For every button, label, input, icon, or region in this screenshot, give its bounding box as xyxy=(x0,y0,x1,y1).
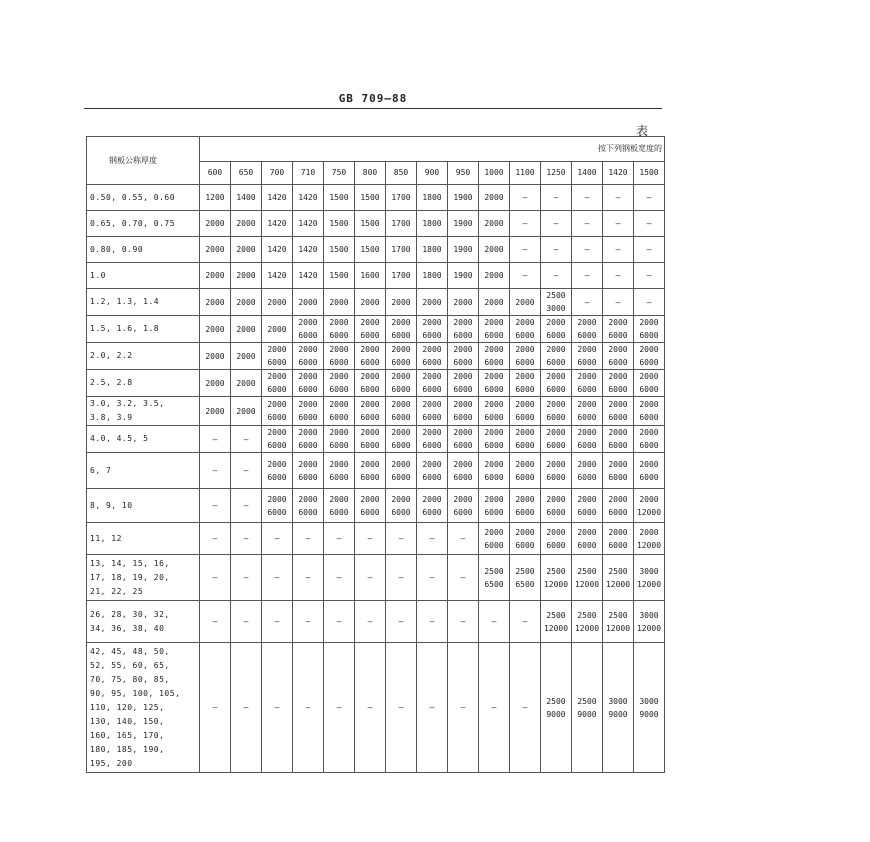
length-value-cell: 2500 12000 xyxy=(603,601,634,643)
length-value-cell: 2000 6000 xyxy=(510,453,541,489)
length-value-cell: 2000 6000 xyxy=(417,343,448,370)
length-value-cell: 2000 6000 xyxy=(386,489,417,523)
thickness-cell: 42, 45, 48, 50, 52, 55, 60, 65, 70, 75, 80, 85, 90, 95, 100, 105, 110, 120, 125, 130, 140, 150, 160, 165, 170, 180, 185, 190, 195, 200 xyxy=(87,643,200,773)
length-value-cell: 2000 6000 xyxy=(603,343,634,370)
thickness-cell: 1.0 xyxy=(87,263,200,289)
length-value-cell: 2000 6000 xyxy=(293,397,324,426)
length-value-cell: 2000 6000 xyxy=(355,489,386,523)
length-value-cell: — xyxy=(479,601,510,643)
length-value-cell: 1700 xyxy=(386,237,417,263)
length-value-cell: — xyxy=(200,426,231,453)
length-value-cell: 2000 6000 xyxy=(448,316,479,343)
width-header-cell: 900 xyxy=(417,162,448,185)
length-value-cell: 1420 xyxy=(262,263,293,289)
table-row xyxy=(87,601,665,643)
length-value-cell: 2000 6000 xyxy=(324,453,355,489)
length-value-cell: 2000 12000 xyxy=(634,523,665,555)
length-value-cell: — xyxy=(262,555,293,601)
length-value-cell: — xyxy=(510,601,541,643)
length-value-cell: 3000 9000 xyxy=(603,643,634,773)
length-value-cell: 2000 xyxy=(324,289,355,316)
length-value-cell: 1500 xyxy=(355,211,386,237)
length-value-cell: 2000 xyxy=(200,316,231,343)
length-value-cell: — xyxy=(448,555,479,601)
table-row xyxy=(87,185,665,211)
length-value-cell: 2000 xyxy=(231,263,262,289)
length-value-cell: — xyxy=(231,523,262,555)
length-value-cell: — xyxy=(324,643,355,773)
length-value-cell: 2000 6000 xyxy=(324,316,355,343)
table-row xyxy=(87,316,665,343)
table-row xyxy=(87,523,665,555)
length-value-cell: 2000 xyxy=(262,289,293,316)
length-value-cell: — xyxy=(386,643,417,773)
length-value-cell: 2000 6000 xyxy=(355,397,386,426)
length-value-cell: 2000 xyxy=(200,370,231,397)
length-value-cell: — xyxy=(448,601,479,643)
length-value-cell: 2000 6000 xyxy=(324,426,355,453)
table-label: 表 xyxy=(635,124,648,138)
thickness-cell: 2.5, 2.8 xyxy=(87,370,200,397)
width-header-cell: 950 xyxy=(448,162,479,185)
length-value-cell: 2500 3000 xyxy=(541,289,572,316)
length-value-cell: 2000 6000 xyxy=(293,489,324,523)
length-value-cell: 2000 6000 xyxy=(541,316,572,343)
width-header-cell: 710 xyxy=(293,162,324,185)
length-value-cell: 2000 xyxy=(231,211,262,237)
table-row xyxy=(87,370,665,397)
length-value-cell: 1500 xyxy=(324,211,355,237)
length-value-cell: 2000 xyxy=(231,370,262,397)
length-value-cell: 2000 6000 xyxy=(479,397,510,426)
length-value-cell: 2000 6000 xyxy=(355,370,386,397)
length-value-cell: — xyxy=(231,555,262,601)
length-value-cell: 2000 xyxy=(510,289,541,316)
thickness-cell: 0.80, 0.90 xyxy=(87,237,200,263)
length-value-cell: — xyxy=(293,555,324,601)
length-value-cell: — xyxy=(634,211,665,237)
width-header-cell: 700 xyxy=(262,162,293,185)
length-value-cell: 2000 6000 xyxy=(510,489,541,523)
length-value-cell: 1500 xyxy=(324,185,355,211)
length-value-cell: 2000 6000 xyxy=(572,316,603,343)
thickness-cell: 0.65, 0.70, 0.75 xyxy=(87,211,200,237)
length-value-cell: 2000 6000 xyxy=(324,397,355,426)
length-value-cell: 2000 6000 xyxy=(634,453,665,489)
length-value-cell: 2000 xyxy=(200,289,231,316)
length-value-cell: 2000 xyxy=(386,289,417,316)
length-value-cell: 2000 6000 xyxy=(262,453,293,489)
length-value-cell: 2000 6000 xyxy=(448,489,479,523)
table-row xyxy=(87,343,665,370)
length-value-cell: — xyxy=(200,453,231,489)
length-value-cell: 2000 6000 xyxy=(603,426,634,453)
length-value-cell: 2000 6000 xyxy=(355,343,386,370)
length-value-cell: 2500 9000 xyxy=(541,643,572,773)
length-value-cell: — xyxy=(603,211,634,237)
length-value-cell: — xyxy=(634,289,665,316)
length-value-cell: 2500 9000 xyxy=(572,643,603,773)
length-value-cell: 2000 xyxy=(417,289,448,316)
width-header-cell: 650 xyxy=(231,162,262,185)
length-value-cell: 2500 12000 xyxy=(603,555,634,601)
table-row xyxy=(87,555,665,601)
length-value-cell: 2000 6000 xyxy=(448,370,479,397)
length-value-cell: 2000 6000 xyxy=(386,426,417,453)
length-value-cell: 2000 6000 xyxy=(541,489,572,523)
length-value-cell: 3000 12000 xyxy=(634,555,665,601)
length-value-cell: 2000 12000 xyxy=(634,489,665,523)
length-value-cell: 2000 6000 xyxy=(510,426,541,453)
width-header-cell: 750 xyxy=(324,162,355,185)
length-value-cell: 1800 xyxy=(417,263,448,289)
thickness-cell: 11, 12 xyxy=(87,523,200,555)
length-value-cell: 1800 xyxy=(417,211,448,237)
length-value-cell: 1200 xyxy=(200,185,231,211)
length-value-cell: 2000 6000 xyxy=(355,453,386,489)
length-value-cell: 2000 xyxy=(231,289,262,316)
length-value-cell: 2000 6000 xyxy=(510,397,541,426)
thickness-cell: 8, 9, 10 xyxy=(87,489,200,523)
length-value-cell: 2000 6000 xyxy=(448,426,479,453)
length-value-cell: — xyxy=(603,289,634,316)
length-value-cell: 1400 xyxy=(231,185,262,211)
length-value-cell: — xyxy=(572,185,603,211)
length-value-cell: 1900 xyxy=(448,185,479,211)
length-value-cell: 2000 6000 xyxy=(479,489,510,523)
length-value-cell: 2000 xyxy=(479,263,510,289)
length-value-cell: — xyxy=(355,523,386,555)
length-value-cell: 2000 6000 xyxy=(417,426,448,453)
length-value-cell: 2000 xyxy=(293,289,324,316)
table-row xyxy=(87,489,665,523)
width-header-cell: 1420 xyxy=(603,162,634,185)
length-value-cell: 2000 6000 xyxy=(541,370,572,397)
length-value-cell: 2000 xyxy=(479,185,510,211)
length-value-cell: 2000 6000 xyxy=(386,453,417,489)
length-value-cell: 1900 xyxy=(448,263,479,289)
length-value-cell: — xyxy=(231,453,262,489)
length-value-cell: 1420 xyxy=(262,237,293,263)
length-value-cell: 2000 6000 xyxy=(634,426,665,453)
length-value-cell: 2000 6000 xyxy=(324,343,355,370)
width-header-cell: 600 xyxy=(200,162,231,185)
length-value-cell: 2000 6000 xyxy=(634,370,665,397)
length-value-cell: 2000 6000 xyxy=(386,316,417,343)
length-value-cell: — xyxy=(572,289,603,316)
length-value-cell: — xyxy=(200,523,231,555)
length-value-cell: 2000 6000 xyxy=(572,397,603,426)
length-value-cell: — xyxy=(448,523,479,555)
length-value-cell: 2000 6000 xyxy=(479,453,510,489)
width-header-cell: 1000 xyxy=(479,162,510,185)
thickness-cell: 0.50, 0.55, 0.60 xyxy=(87,185,200,211)
length-value-cell: 2000 6000 xyxy=(293,426,324,453)
length-value-cell: 2500 12000 xyxy=(541,601,572,643)
length-value-cell: — xyxy=(634,185,665,211)
length-value-cell: — xyxy=(572,211,603,237)
length-value-cell: — xyxy=(541,237,572,263)
length-value-cell: 2000 xyxy=(479,237,510,263)
width-header-cell: 800 xyxy=(355,162,386,185)
length-value-cell: — xyxy=(200,601,231,643)
length-value-cell: 2000 6000 xyxy=(479,343,510,370)
length-value-cell: — xyxy=(293,601,324,643)
length-value-cell: 2000 6000 xyxy=(448,397,479,426)
length-value-cell: 2000 xyxy=(200,237,231,263)
length-value-cell: 2000 xyxy=(479,211,510,237)
width-header-cell: 1500 xyxy=(634,162,665,185)
length-value-cell: 2000 6000 xyxy=(603,453,634,489)
length-value-cell: — xyxy=(200,555,231,601)
length-value-cell: 2000 6000 xyxy=(603,397,634,426)
length-value-cell: 2000 6000 xyxy=(541,397,572,426)
length-value-cell: — xyxy=(231,643,262,773)
width-header-cell: 1400 xyxy=(572,162,603,185)
length-value-cell: 2000 6000 xyxy=(293,343,324,370)
length-value-cell: 2000 6000 xyxy=(448,453,479,489)
length-value-cell: — xyxy=(262,643,293,773)
length-value-cell: 2000 6000 xyxy=(634,397,665,426)
length-value-cell: — xyxy=(200,643,231,773)
length-value-cell: — xyxy=(510,643,541,773)
table-row xyxy=(87,263,665,289)
length-value-cell: — xyxy=(231,601,262,643)
thickness-cell: 3.0, 3.2, 3.5, 3.8, 3.9 xyxy=(87,397,200,426)
length-value-cell: 2000 6000 xyxy=(479,370,510,397)
length-value-cell: 2000 xyxy=(448,289,479,316)
length-value-cell: 1420 xyxy=(262,211,293,237)
length-value-cell: — xyxy=(293,643,324,773)
length-value-cell: — xyxy=(541,211,572,237)
length-value-cell: 2000 6000 xyxy=(293,453,324,489)
length-value-cell: 2000 6000 xyxy=(510,343,541,370)
length-value-cell: — xyxy=(634,263,665,289)
length-value-cell: 2000 xyxy=(200,343,231,370)
length-value-cell: 2000 6000 xyxy=(541,453,572,489)
length-value-cell: 2000 6000 xyxy=(417,489,448,523)
table-row xyxy=(87,211,665,237)
length-value-cell: 1800 xyxy=(417,237,448,263)
length-value-cell: — xyxy=(355,555,386,601)
length-value-cell: 2000 6000 xyxy=(572,370,603,397)
length-value-cell: — xyxy=(324,601,355,643)
length-value-cell: 2000 6000 xyxy=(262,370,293,397)
length-value-cell: — xyxy=(510,185,541,211)
length-value-cell: — xyxy=(386,555,417,601)
length-value-cell: 2000 6000 xyxy=(572,523,603,555)
length-value-cell: 2000 6000 xyxy=(386,397,417,426)
width-header-cell: 1100 xyxy=(510,162,541,185)
length-value-cell: — xyxy=(355,643,386,773)
length-value-cell: 2000 6000 xyxy=(510,523,541,555)
width-header-cell: 850 xyxy=(386,162,417,185)
length-value-cell: 2000 xyxy=(231,237,262,263)
length-value-cell: 1700 xyxy=(386,263,417,289)
length-value-cell: 2000 6000 xyxy=(510,370,541,397)
length-value-cell: 2000 6000 xyxy=(355,316,386,343)
length-value-cell: 2000 xyxy=(200,211,231,237)
length-value-cell: 2000 6000 xyxy=(262,343,293,370)
length-value-cell: — xyxy=(324,523,355,555)
steel-plate-size-table xyxy=(86,136,665,773)
length-value-cell: — xyxy=(386,601,417,643)
length-value-cell: 2500 6500 xyxy=(479,555,510,601)
table-header-row-1 xyxy=(87,137,665,162)
length-value-cell: — xyxy=(448,643,479,773)
length-value-cell: 2000 6000 xyxy=(386,343,417,370)
length-value-cell: 2000 6000 xyxy=(262,426,293,453)
thickness-cell: 13, 14, 15, 16, 17, 18, 19, 20, 21, 22, 25 xyxy=(87,555,200,601)
table-row xyxy=(87,453,665,489)
length-value-cell: 2000 xyxy=(200,397,231,426)
length-value-cell: 1800 xyxy=(417,185,448,211)
header-rule xyxy=(84,108,662,109)
table-row xyxy=(87,397,665,426)
length-value-cell: — xyxy=(386,523,417,555)
table-row xyxy=(87,426,665,453)
length-value-cell: — xyxy=(541,263,572,289)
length-value-cell: — xyxy=(572,263,603,289)
length-value-cell: 2000 6000 xyxy=(293,370,324,397)
length-value-cell: 2000 xyxy=(231,397,262,426)
length-value-cell: 2000 6000 xyxy=(541,343,572,370)
length-value-cell: — xyxy=(200,489,231,523)
length-value-cell: 2000 6000 xyxy=(634,316,665,343)
length-value-cell: 2000 6000 xyxy=(355,426,386,453)
length-value-cell: 2000 6000 xyxy=(262,397,293,426)
length-value-cell: 2000 6000 xyxy=(324,489,355,523)
length-value-cell: 2500 12000 xyxy=(541,555,572,601)
length-value-cell: — xyxy=(417,555,448,601)
length-value-cell: 1600 xyxy=(355,263,386,289)
length-value-cell: 1420 xyxy=(293,185,324,211)
length-value-cell: — xyxy=(603,263,634,289)
length-value-cell: 2000 6000 xyxy=(603,316,634,343)
length-value-cell: — xyxy=(572,237,603,263)
length-value-cell: 2000 xyxy=(231,316,262,343)
length-value-cell: — xyxy=(417,523,448,555)
length-value-cell: 2000 6000 xyxy=(603,370,634,397)
length-value-cell: 1420 xyxy=(293,237,324,263)
length-value-cell: — xyxy=(324,555,355,601)
length-value-cell: — xyxy=(262,523,293,555)
width-header-cell: 1250 xyxy=(541,162,572,185)
length-value-cell: 2000 6000 xyxy=(417,370,448,397)
length-value-cell: 1700 xyxy=(386,185,417,211)
length-value-cell: 2000 6000 xyxy=(386,370,417,397)
length-value-cell: 1500 xyxy=(324,263,355,289)
length-value-cell: 2000 6000 xyxy=(324,370,355,397)
thickness-column-header: 钢板公称厚度 xyxy=(87,137,200,185)
thickness-cell: 1.5, 1.6, 1.8 xyxy=(87,316,200,343)
length-value-cell: 2000 6000 xyxy=(417,397,448,426)
thickness-cell: 4.0, 4.5, 5 xyxy=(87,426,200,453)
length-value-cell: 2500 6500 xyxy=(510,555,541,601)
table-row xyxy=(87,643,665,773)
length-value-cell: 2000 6000 xyxy=(541,523,572,555)
length-value-cell: 2000 6000 xyxy=(603,489,634,523)
thickness-cell: 1.2, 1.3, 1.4 xyxy=(87,289,200,316)
width-group-header: 按下列钢板宽度的 xyxy=(200,137,665,162)
length-value-cell: 2000 6000 xyxy=(572,343,603,370)
length-value-cell: 2000 6000 xyxy=(262,489,293,523)
thickness-cell: 6, 7 xyxy=(87,453,200,489)
length-value-cell: 1500 xyxy=(355,185,386,211)
table-row xyxy=(87,237,665,263)
length-value-cell: 2000 6000 xyxy=(448,343,479,370)
length-value-cell: — xyxy=(417,601,448,643)
length-value-cell: 2000 xyxy=(355,289,386,316)
length-value-cell: 1500 xyxy=(324,237,355,263)
length-value-cell: — xyxy=(293,523,324,555)
standard-number: GB 709—88 xyxy=(338,92,408,105)
length-value-cell: 3000 12000 xyxy=(634,601,665,643)
length-value-cell: — xyxy=(510,211,541,237)
length-value-cell: 2000 6000 xyxy=(572,426,603,453)
thickness-cell: 26, 28, 30, 32, 34, 36, 38, 40 xyxy=(87,601,200,643)
length-value-cell: — xyxy=(510,237,541,263)
length-value-cell: — xyxy=(231,489,262,523)
length-value-cell: — xyxy=(231,426,262,453)
length-value-cell: — xyxy=(603,185,634,211)
length-value-cell: 1900 xyxy=(448,211,479,237)
length-value-cell: 3000 9000 xyxy=(634,643,665,773)
length-value-cell: — xyxy=(262,601,293,643)
length-value-cell: 2000 6000 xyxy=(510,316,541,343)
length-value-cell: 1420 xyxy=(293,263,324,289)
length-value-cell: — xyxy=(634,237,665,263)
length-value-cell: 1420 xyxy=(262,185,293,211)
length-value-cell: 2000 6000 xyxy=(572,489,603,523)
length-value-cell: 2000 6000 xyxy=(479,523,510,555)
length-value-cell: 2000 6000 xyxy=(634,343,665,370)
length-value-cell: — xyxy=(603,237,634,263)
length-value-cell: 2000 xyxy=(231,343,262,370)
length-value-cell: — xyxy=(479,643,510,773)
length-value-cell: 2000 6000 xyxy=(479,426,510,453)
table-row xyxy=(87,289,665,316)
length-value-cell: 2500 12000 xyxy=(572,555,603,601)
length-value-cell: 2000 xyxy=(200,263,231,289)
length-value-cell: 2000 6000 xyxy=(417,453,448,489)
length-value-cell: 2000 6000 xyxy=(479,316,510,343)
length-value-cell: 2500 12000 xyxy=(572,601,603,643)
length-value-cell: 2000 6000 xyxy=(572,453,603,489)
length-value-cell: — xyxy=(355,601,386,643)
length-value-cell: 1900 xyxy=(448,237,479,263)
length-value-cell: — xyxy=(541,185,572,211)
length-value-cell: — xyxy=(510,263,541,289)
length-value-cell: 1500 xyxy=(355,237,386,263)
length-value-cell: — xyxy=(417,643,448,773)
length-value-cell: 2000 xyxy=(479,289,510,316)
length-value-cell: 2000 6000 xyxy=(541,426,572,453)
thickness-cell: 2.0, 2.2 xyxy=(87,343,200,370)
length-value-cell: 1700 xyxy=(386,211,417,237)
length-value-cell: 2000 xyxy=(262,316,293,343)
length-value-cell: 2000 6000 xyxy=(293,316,324,343)
length-value-cell: 2000 6000 xyxy=(603,523,634,555)
length-value-cell: 2000 6000 xyxy=(417,316,448,343)
length-value-cell: 1420 xyxy=(293,211,324,237)
